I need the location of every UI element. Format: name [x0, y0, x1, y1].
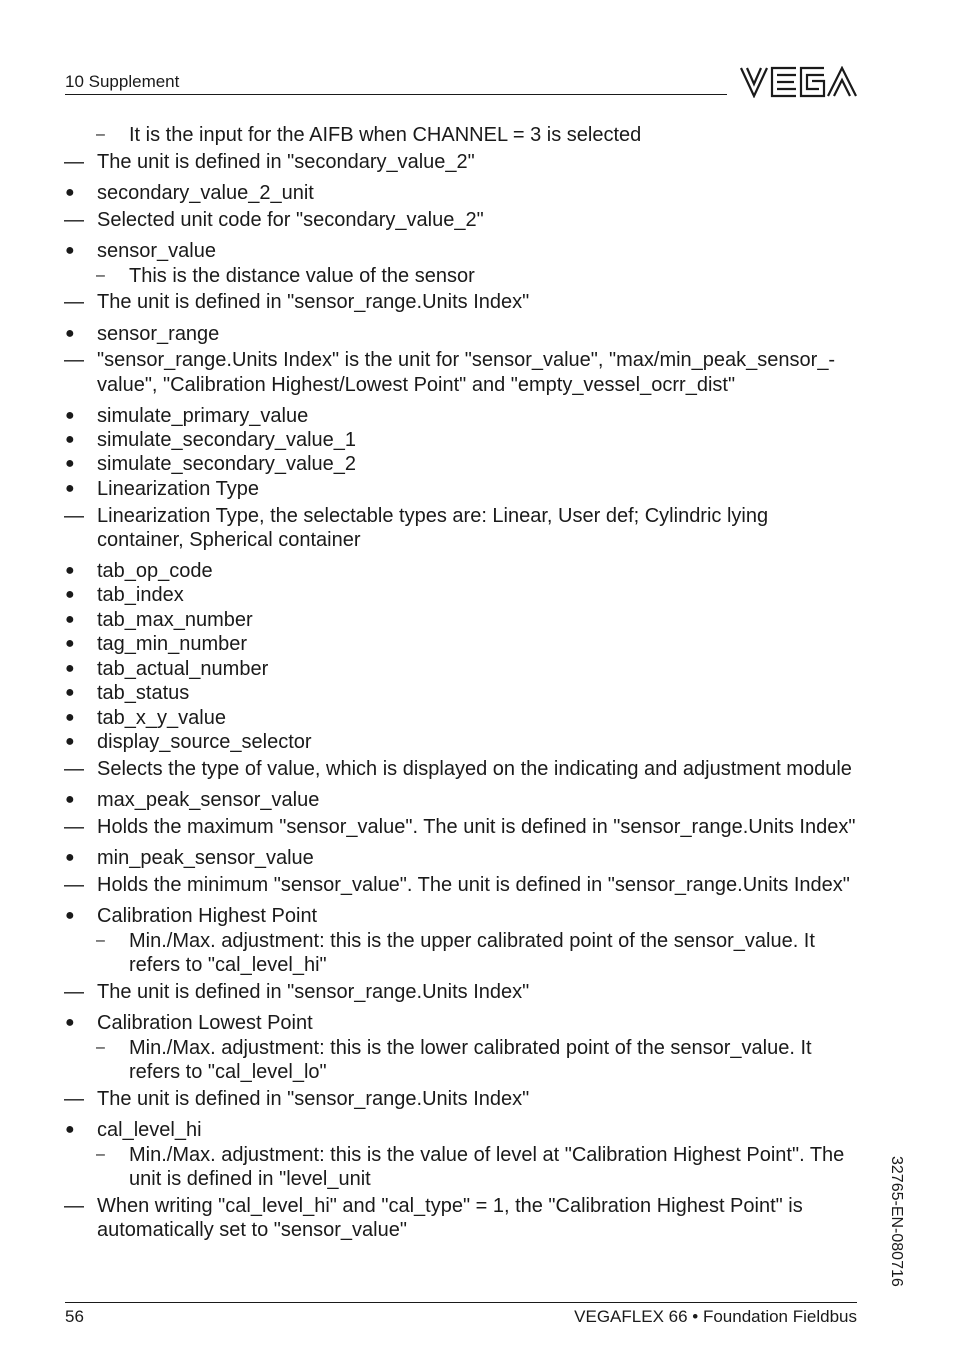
- text-line: Linearization Type: [97, 478, 259, 500]
- text-line: value", "Calibration Highest/Lowest Point" and "empty_vessel_ocrr_dist": [97, 374, 736, 396]
- dash-icon: —: [64, 151, 84, 173]
- text-line: The unit is defined in "sensor_range.Units Index": [97, 291, 530, 313]
- text-line: secondary_value_2_unit: [97, 182, 314, 204]
- text-line: min_peak_sensor_value: [97, 847, 314, 869]
- bullet-icon: ●: [65, 562, 75, 579]
- text-line: The unit is defined in "sensor_range.Units Index": [97, 1088, 530, 1110]
- dash-icon: –: [96, 267, 105, 284]
- bullet-icon: ●: [65, 242, 75, 259]
- bullet-icon: ●: [65, 849, 75, 866]
- bullet-icon: ●: [65, 1014, 75, 1031]
- footer-title: VEGAFLEX 66 • Foundation Fieldbus: [574, 1307, 857, 1326]
- bullet-icon: ●: [65, 184, 75, 201]
- text-line: It is the input for the AIFB when CHANNEL = 3 is selected: [129, 124, 642, 146]
- footer-rule: [65, 1302, 857, 1303]
- dash-icon: —: [64, 981, 84, 1003]
- text-line: Calibration Highest Point: [97, 905, 318, 927]
- text-line: Calibration Lowest Point: [97, 1012, 313, 1034]
- text-line: unit is defined in "level_unit: [129, 1168, 371, 1190]
- bullet-icon: ●: [65, 407, 75, 424]
- text-line: container, Spherical container: [97, 529, 361, 551]
- page-number: 56: [65, 1307, 84, 1326]
- text-line: max_peak_sensor_value: [97, 789, 320, 811]
- bullet-icon: ●: [65, 1121, 75, 1138]
- text-line: tab_index: [97, 584, 184, 606]
- text-line: When writing "cal_level_hi" and "cal_type" = 1, the "Calibration Highest Point" is: [97, 1195, 803, 1217]
- text-line: Holds the maximum "sensor_value". The unit is defined in "sensor_range.Units Index": [97, 816, 856, 838]
- dash-icon: –: [96, 1039, 105, 1056]
- bullet-icon: ●: [65, 586, 75, 603]
- text-line: automatically set to "sensor_value": [97, 1219, 407, 1241]
- text-line: Linearization Type, the selectable types are: Linear, User def; Cylindric lying: [97, 505, 769, 527]
- dash-icon: –: [96, 932, 105, 949]
- dash-icon: –: [96, 126, 105, 143]
- dash-icon: —: [64, 505, 84, 527]
- text-line: tab_x_y_value: [97, 707, 226, 729]
- bullet-icon: ●: [65, 431, 75, 448]
- dash-icon: –: [96, 1146, 105, 1163]
- dash-icon: —: [64, 874, 84, 896]
- dash-icon: —: [64, 1195, 84, 1217]
- bullet-icon: ●: [65, 611, 75, 628]
- dash-icon: —: [64, 291, 84, 313]
- dash-icon: —: [64, 758, 84, 780]
- section-title: 10 Supplement: [65, 72, 180, 91]
- text-line: sensor_value: [97, 240, 216, 262]
- text-line: Selects the type of value, which is displayed on the indicating and adjustment module: [97, 758, 852, 780]
- text-line: tab_status: [97, 682, 190, 704]
- text-line: This is the distance value of the sensor: [129, 265, 475, 287]
- text-line: Holds the minimum "sensor_value". The unit is defined in "sensor_range.Units Index": [97, 874, 850, 896]
- text-line: The unit is defined in "sensor_range.Units Index": [97, 981, 530, 1003]
- text-line: tab_max_number: [97, 609, 253, 631]
- document-code: 32765-EN-080716: [888, 1156, 905, 1287]
- bullet-icon: ●: [65, 480, 75, 497]
- dash-icon: —: [64, 349, 84, 371]
- text-line: simulate_secondary_value_2: [97, 453, 357, 475]
- text-line: display_source_selector: [97, 731, 312, 753]
- bullet-icon: ●: [65, 733, 75, 750]
- text-line: refers to "cal_level_lo": [129, 1061, 327, 1083]
- bullet-icon: ●: [65, 635, 75, 652]
- text-line: refers to "cal_level_hi": [129, 954, 327, 976]
- bullet-icon: ●: [65, 660, 75, 677]
- dash-icon: —: [64, 816, 84, 838]
- text-line: Selected unit code for "secondary_value_2": [97, 209, 484, 231]
- text-line: "sensor_range.Units Index" is the unit for "sensor_value", "max/min_peak_sensor_-: [97, 349, 836, 371]
- dash-icon: —: [64, 209, 84, 231]
- text-line: tag_min_number: [97, 633, 248, 655]
- text-line: tab_actual_number: [97, 658, 269, 680]
- bullet-icon: ●: [65, 455, 75, 472]
- bullet-icon: ●: [65, 709, 75, 726]
- bullet-icon: ●: [65, 907, 75, 924]
- bullet-icon: ●: [65, 325, 75, 342]
- text-line: The unit is defined in "secondary_value_2": [97, 151, 475, 173]
- bullet-icon: ●: [65, 684, 75, 701]
- text-line: simulate_primary_value: [97, 405, 309, 427]
- text-line: simulate_secondary_value_1: [97, 429, 357, 451]
- text-line: Min./Max. adjustment: this is the value of level at "Calibration Highest Point". The: [129, 1144, 845, 1166]
- bullet-icon: ●: [65, 791, 75, 808]
- text-line: Min./Max. adjustment: this is the lower calibrated point of the sensor_value. It: [129, 1037, 812, 1059]
- text-line: tab_op_code: [97, 560, 213, 582]
- dash-icon: —: [64, 1088, 84, 1110]
- text-line: sensor_range: [97, 323, 220, 345]
- text-line: cal_level_hi: [97, 1119, 202, 1141]
- text-line: Min./Max. adjustment: this is the upper calibrated point of the sensor_value. It: [129, 930, 815, 952]
